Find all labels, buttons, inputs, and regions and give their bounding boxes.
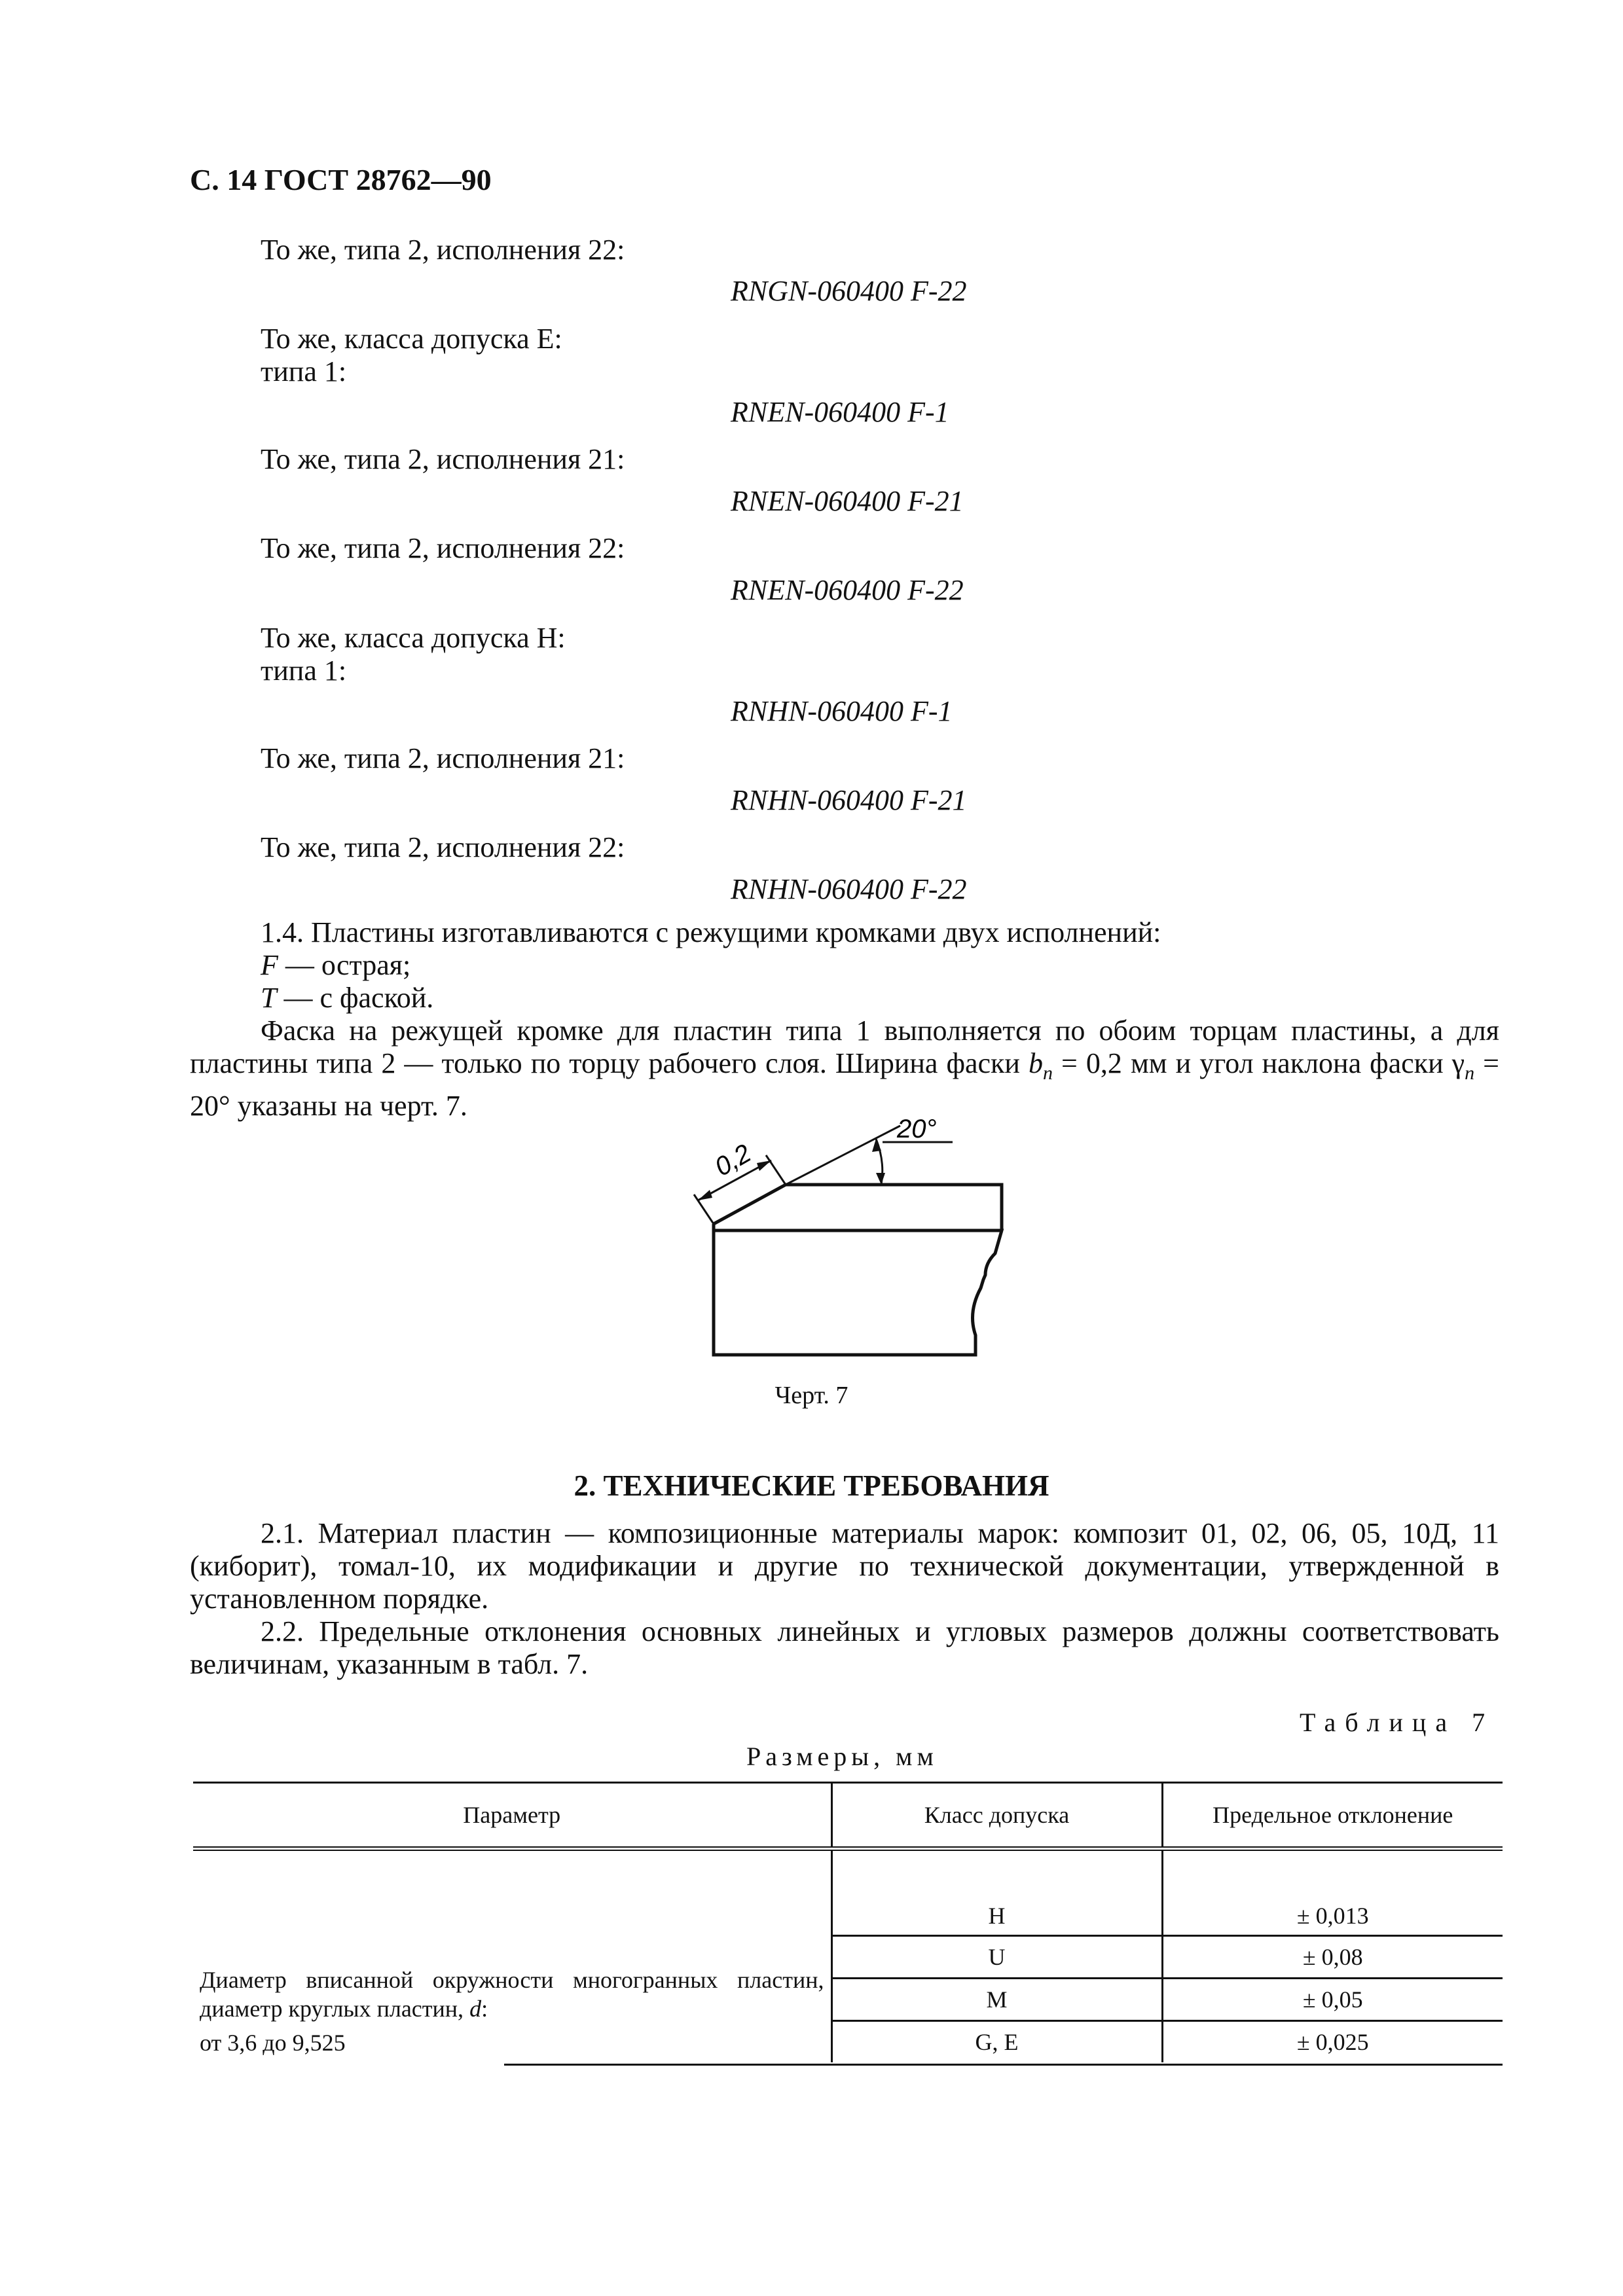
deviation-value: ± 0,08: [1162, 1936, 1503, 1979]
deviation-value: ± 0,05: [1162, 1979, 1503, 2021]
designation-code: RNHN-060400 F-22: [731, 873, 967, 905]
designation-code: RNEN-060400 F-1: [731, 396, 949, 428]
table-label: Таблица 7: [1300, 1708, 1495, 1737]
section-title: 2. ТЕХНИЧЕСКИЕ ТРЕБОВАНИЯ: [574, 1469, 1049, 1502]
designation-label: То же, типа 2, исполнения 22:: [261, 234, 625, 266]
table-bottom-rule: [504, 2064, 1503, 2066]
symbol-b: b: [1029, 1047, 1044, 1079]
page-header: С. 14 ГОСТ 28762—90: [190, 163, 492, 196]
designation-code: RNEN-060400 F-21: [731, 485, 964, 517]
table-header-row: [193, 1783, 1503, 1849]
designation-code: RNHN-060400 F-21: [731, 784, 967, 816]
edge-letter: T: [261, 982, 277, 1014]
chamfer-paragraph: [190, 1014, 1499, 1122]
angle-label: 20°: [897, 1115, 937, 1143]
figure-caption: Черт. 7: [775, 1382, 848, 1409]
tolerance-table: [193, 1782, 1503, 2062]
edge-desc: — с фаской.: [276, 982, 434, 1014]
deviation-value: ± 0,025: [1162, 2021, 1503, 2063]
symbol-subscript: n: [1043, 1062, 1053, 1084]
designation-label: То же, класса допуска E:: [261, 323, 562, 355]
text-run: = 20° указаны на черт. 7.: [190, 1047, 1499, 1122]
edge-desc: — острая;: [278, 949, 411, 981]
chamfer-drawing: [668, 1113, 1061, 1374]
edge-letter: F: [261, 949, 278, 981]
tolerance-class: M: [831, 1979, 1162, 2021]
chamfer-width-label: 0,2: [710, 1138, 756, 1182]
symbol-gamma: γ: [1451, 1047, 1465, 1079]
parameter-colon: :: [481, 1996, 488, 2022]
designation-code: RNHN-060400 F-1: [731, 695, 953, 727]
plate-top-edge: [714, 1185, 1002, 1230]
designation-label: То же, класса допуска H:: [261, 622, 566, 654]
designation-code: RNEN-060400 F-22: [731, 574, 964, 606]
parameter-name: Диаметр вписанной окружности многогранных пластин, диаметр круглых пластин,: [200, 1967, 824, 2022]
clause-2-1: 2.1. Материал пластин — композиционные материалы марок: композит 01, 02, 06, 05, 10Д, 11 (киборит), томал-10, их модификации и другие по технической документации, утвержденной в установленном порядке.: [190, 1517, 1499, 1615]
symbol-subscript: n: [1465, 1062, 1475, 1084]
tolerance-class: G, E: [831, 2021, 1162, 2063]
tolerance-class: U: [831, 1936, 1162, 1979]
column-header: Класс допуска: [831, 1783, 1162, 1849]
column-header: Параметр: [193, 1783, 831, 1849]
designation-label: То же, типа 2, исполнения 22:: [261, 532, 625, 564]
designation-label-sub: типа 1:: [261, 355, 347, 387]
deviation-value: ± 0,013: [1162, 1849, 1503, 1936]
parameter-range: от 3,6 до 9,525: [200, 2030, 346, 2056]
table-units: Размеры, мм: [746, 1742, 938, 1771]
designation-label: То же, типа 2, исполнения 21:: [261, 443, 625, 475]
plate-body-outline: [714, 1224, 1002, 1355]
parameter-symbol: d: [469, 1996, 482, 2022]
text-run: Фаска на режущей кромке для пластин типа 1 выполняется по обоим торцам пластины, а для пластины типа 2 — только по торцу рабочего слоя. Ширина фаски: [190, 1014, 1499, 1079]
table-row: [193, 1849, 1503, 1936]
designation-label: То же, типа 2, исполнения 22:: [261, 831, 625, 863]
tolerance-class: H: [831, 1849, 1162, 1936]
edge-type-f: [261, 949, 410, 982]
designation-label: То же, типа 2, исполнения 21:: [261, 742, 625, 774]
clause-1-4-intro: 1.4. Пластины изготавливаются с режущими кромками двух исполнений:: [261, 916, 1161, 948]
clause-2-2: 2.2. Предельные отклонения основных линейных и угловых размеров должны соответствовать величинам, указанным в табл. 7.: [190, 1615, 1499, 1680]
parameter-cell: [193, 1849, 831, 2063]
edge-type-t: [261, 982, 433, 1014]
designation-code: RNGN-060400 F-22: [731, 275, 967, 307]
column-header: Предельное отклонение: [1162, 1783, 1503, 1849]
chamfer-extension-right: [766, 1155, 786, 1185]
designation-label-sub: типа 1:: [261, 655, 347, 687]
text-run: = 0,2 мм и угол наклона фаски: [1053, 1047, 1452, 1079]
